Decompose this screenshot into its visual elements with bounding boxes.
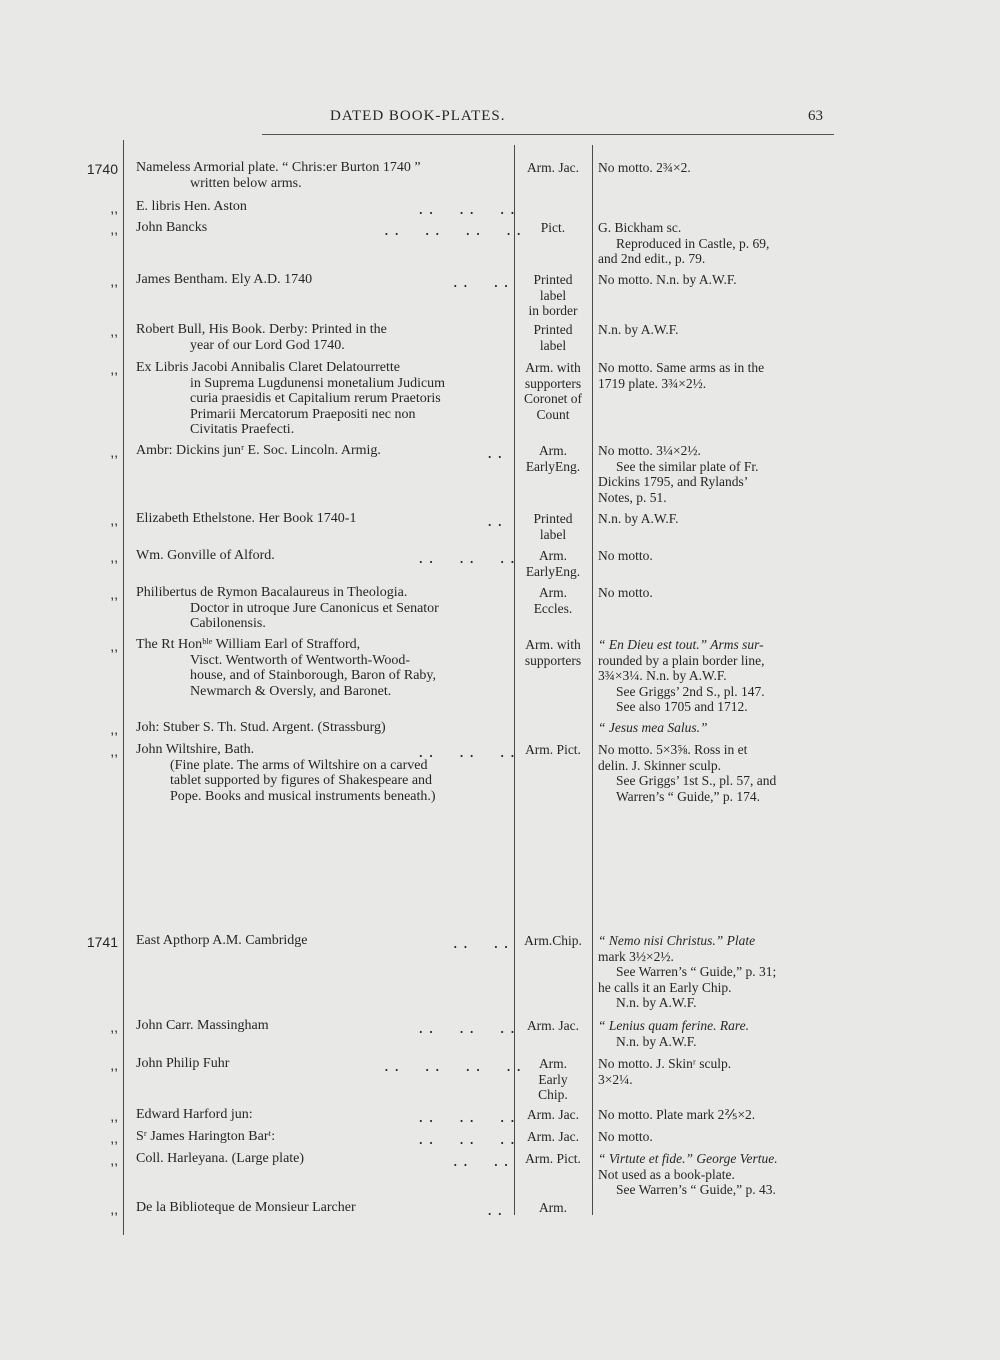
plate-style xyxy=(515,548,591,579)
entry-year: ,, xyxy=(110,1152,118,1168)
note-line: mark 3½×2½. xyxy=(598,948,674,964)
note-line: 3¾×3¼. N.n. by A.W.F. xyxy=(598,668,727,683)
entry-line: East Apthorp A.M. Cambridge xyxy=(136,933,308,948)
entry-line: The Rt Honᵇˡᵉ William Earl of Strafford, xyxy=(136,637,361,652)
entry-name xyxy=(136,220,508,236)
dot-leader: . . xyxy=(487,1200,503,1219)
plate-style-line: label xyxy=(539,337,567,353)
plate-style-line: Arm. Jac. xyxy=(526,1107,580,1122)
plate-style-line: Pict. xyxy=(540,220,566,235)
plate-style-line: label xyxy=(539,526,567,542)
entry-line: Wm. Gonville of Alford. xyxy=(136,548,275,563)
dot-leader: . . xyxy=(487,443,503,462)
note-line: No motto. xyxy=(598,548,653,563)
entry-notes xyxy=(598,360,838,391)
entry-year: ,, xyxy=(110,721,118,737)
plate-style-line: Early xyxy=(538,1071,568,1087)
entry-name xyxy=(136,1151,508,1167)
plate-style xyxy=(515,220,591,236)
entry-line: John Bancks xyxy=(136,220,208,235)
plate-style xyxy=(515,443,591,474)
plate-style-line: Coronet of xyxy=(523,391,583,406)
entry-line: written below arms. xyxy=(190,175,302,191)
plate-style-line: supporters xyxy=(524,652,582,668)
entry-year: ,, xyxy=(110,1130,118,1146)
entry-notes xyxy=(598,637,838,715)
note-line: See Warren’s “ Guide,” p. 43. xyxy=(616,1182,776,1197)
entry-line: Ambr: Dickins junʳ E. Soc. Lincoln. Armig. xyxy=(136,443,381,458)
entry-line: Elizabeth Ethelstone. Her Book 1740-1 xyxy=(136,511,357,526)
entry-year: ,, xyxy=(110,361,118,377)
entry-line: curia praesidis et Capitalium rerum Praetoris xyxy=(190,391,441,406)
entry-name xyxy=(136,1107,508,1123)
plate-style-line: Arm. Pict. xyxy=(525,742,581,757)
dot-leader: . . . . xyxy=(452,1151,509,1170)
note-line: No motto. Plate mark 2⅖×2. xyxy=(598,1107,756,1122)
entry-name xyxy=(136,360,508,438)
entry-name xyxy=(136,742,508,804)
dot-leader: . . . . . . . . xyxy=(383,1056,522,1075)
entry-year: 1740 xyxy=(86,161,118,177)
note-line: and 2nd edit., p. 79. xyxy=(598,251,706,266)
entry-line: Nameless Armorial plate. “ Chris:er Burton 1740 ” xyxy=(136,160,421,175)
entry-line: house, and of Stainborough, Baron of Raby, xyxy=(190,668,436,683)
note-line: “ Virtute et fide.” George Vertue. xyxy=(598,1151,778,1166)
entry-line: John Wiltshire, Bath. xyxy=(136,742,255,757)
note-line: See Griggs’ 2nd S., pl. 147. xyxy=(616,683,765,699)
dot-leader: . . . . . . xyxy=(418,1018,515,1037)
entry-line: Coll. Harleyana. (Large plate) xyxy=(136,1151,305,1166)
entry-line: Newmarch & Oversly, and Baronet. xyxy=(190,683,392,699)
note-line: See Griggs’ 1st S., pl. 57, and xyxy=(616,773,777,788)
entry-notes xyxy=(598,511,838,527)
entry-notes xyxy=(598,1151,838,1198)
plate-style-line: Chip. xyxy=(538,1087,568,1102)
entry-year: ,, xyxy=(110,221,118,237)
plate-style-line: Eccles. xyxy=(533,600,573,616)
entry-line: James Bentham. Ely A.D. 1740 xyxy=(136,272,313,287)
entry-line: Cabilonensis. xyxy=(190,616,266,631)
entry-name xyxy=(136,1200,508,1216)
column-rule-year xyxy=(123,140,124,1235)
note-line: No motto. J. Skinʳ sculp. xyxy=(598,1056,732,1071)
plate-style xyxy=(515,322,591,353)
plate-style-line: Arm. xyxy=(538,443,568,458)
plate-style xyxy=(515,1107,591,1123)
plate-style xyxy=(515,742,591,758)
entry-description-line: Pope. Books and musical instruments beneath.) xyxy=(170,788,436,804)
entry-name xyxy=(136,548,508,564)
entry-line: John Carr. Massingham xyxy=(136,1018,269,1033)
entry-year: ,, xyxy=(110,549,118,565)
plate-style-line: Arm. xyxy=(538,585,568,600)
plate-style xyxy=(515,1151,591,1167)
page-header xyxy=(0,108,1000,132)
header-rule xyxy=(262,134,834,135)
note-line: rounded by a plain border line, xyxy=(598,652,765,668)
note-line: No motto. 5×3⅝. Ross in et xyxy=(598,742,748,757)
entry-notes xyxy=(598,322,838,338)
entry-name xyxy=(136,1129,508,1145)
note-line: “ Nemo nisi Christus.” Plate xyxy=(598,933,756,948)
plate-style xyxy=(515,585,591,616)
plate-style xyxy=(515,1200,591,1216)
entry-notes xyxy=(598,585,838,601)
note-line: Reproduced in Castle, p. 69, xyxy=(616,235,770,251)
entry-year: ,, xyxy=(110,743,118,759)
entry-name xyxy=(136,1018,508,1034)
entry-notes xyxy=(598,1107,838,1123)
note-line: N.n. by A.W.F. xyxy=(616,995,697,1010)
note-line: N.n. by A.W.F. xyxy=(598,322,679,337)
dot-leader: . . . . xyxy=(452,272,509,291)
entry-year: ,, xyxy=(110,444,118,460)
entry-notes xyxy=(598,548,838,564)
dot-leader: . . . . xyxy=(452,933,509,952)
entry-notes xyxy=(598,220,838,267)
entry-name xyxy=(136,1056,508,1072)
entry-line: Ex Libris Jacobi Annibalis Claret Delatourrette xyxy=(136,360,400,375)
plate-style-line: Arm. xyxy=(538,1056,568,1071)
entry-notes xyxy=(598,272,838,288)
entry-name xyxy=(136,160,508,191)
entry-line: Doctor in utroque Jure Canonicus et Senator xyxy=(190,600,439,616)
entry-name xyxy=(136,933,508,949)
entry-notes xyxy=(598,1129,838,1145)
entry-notes xyxy=(598,933,838,1011)
plate-style xyxy=(515,360,591,422)
note-line: Dickins 1795, and Rylands’ xyxy=(598,474,749,489)
note-line: 3×2¼. xyxy=(598,1071,633,1087)
note-line: “ Jesus mea Salus.” xyxy=(598,720,708,735)
plate-style-line: Arm. with xyxy=(525,637,581,652)
note-line: G. Bickham sc. xyxy=(598,220,682,235)
plate-style-line: label xyxy=(539,287,567,303)
dot-leader: . . xyxy=(487,511,503,530)
note-line: N.n. by A.W.F. xyxy=(598,511,679,526)
entry-notes xyxy=(598,1056,838,1087)
note-line: 1719 plate. 3¾×2½. xyxy=(598,375,707,391)
plate-style xyxy=(515,933,591,949)
entry-year: ,, xyxy=(110,1057,118,1073)
entry-line: E. libris Hen. Aston xyxy=(136,199,247,214)
entry-description-line: tablet supported by figures of Shakespeare and xyxy=(170,773,433,788)
plate-style-line: Arm. Jac. xyxy=(526,1018,580,1033)
dot-leader: . . . . . . xyxy=(418,1107,515,1126)
entry-year: ,, xyxy=(110,638,118,654)
entry-notes xyxy=(598,742,838,804)
plate-style-line: Printed xyxy=(533,511,573,526)
plate-style-line: Printed xyxy=(533,322,573,337)
dot-leader: . . . . . . . . xyxy=(383,220,522,239)
entry-line: Sʳ James Harington Barᵗ: xyxy=(136,1129,276,1144)
plate-style-line: Arm. xyxy=(538,1200,568,1215)
plate-style-line: Arm. xyxy=(538,548,568,563)
plate-style-line: EarlyEng. xyxy=(525,563,581,579)
entry-line: De la Biblioteque de Monsieur Larcher xyxy=(136,1200,356,1215)
note-line: No motto. 3¼×2½. xyxy=(598,443,701,458)
entry-notes xyxy=(598,160,838,176)
plate-style xyxy=(515,272,591,319)
entry-year: ,, xyxy=(110,1019,118,1035)
entry-name xyxy=(136,199,508,215)
entry-year: ,, xyxy=(110,586,118,602)
note-line: No motto. xyxy=(598,1129,653,1144)
plate-style-line: Printed xyxy=(533,272,573,287)
dot-leader: . . . . . . xyxy=(418,199,515,218)
entry-name xyxy=(136,511,508,527)
entry-line: Robert Bull, His Book. Derby: Printed in the xyxy=(136,322,387,337)
entry-line: Primarii Mercatorum Praepositi nec non xyxy=(190,406,416,422)
entry-name xyxy=(136,585,508,632)
entry-line: in Suprema Lugdunensi monetalium Judicum xyxy=(190,375,446,391)
note-line: See Warren’s “ Guide,” p. 31; xyxy=(616,964,777,979)
plate-style-line: Arm. Jac. xyxy=(526,160,580,175)
entry-description-line: (Fine plate. The arms of Wiltshire on a carved xyxy=(170,757,428,773)
entry-year: ,, xyxy=(110,512,118,528)
plate-style-line: supporters xyxy=(524,375,582,391)
entry-line: Joh: Stuber S. Th. Stud. Argent. (Strassburg) xyxy=(136,720,386,735)
entry-line: Civitatis Praefecti. xyxy=(190,422,295,437)
plate-style-line: Count xyxy=(536,406,570,422)
note-line: Not used as a book-plate. xyxy=(598,1166,735,1182)
plate-style xyxy=(515,1056,591,1103)
entry-year: ,, xyxy=(110,1201,118,1217)
plate-style-line: Arm. Pict. xyxy=(525,1151,581,1166)
entry-year: ,, xyxy=(110,273,118,289)
note-line: See the similar plate of Fr. xyxy=(616,458,759,474)
entry-name xyxy=(136,637,508,699)
note-line: “ En Dieu est tout.” Arms sur- xyxy=(598,637,764,652)
plate-style-line: Arm. Jac. xyxy=(526,1129,580,1144)
note-line: Warren’s “ Guide,” p. 174. xyxy=(616,788,760,804)
entry-year: 1741 xyxy=(86,934,118,950)
entry-name xyxy=(136,272,508,288)
entry-year: ,, xyxy=(110,1108,118,1124)
running-head: DATED BOOK-PLATES. xyxy=(330,108,506,124)
note-line: No motto. N.n. by A.W.F. xyxy=(598,272,737,287)
plate-style xyxy=(515,511,591,542)
dot-leader: . . . . . . xyxy=(418,1129,515,1148)
entry-line: Edward Harford jun: xyxy=(136,1107,253,1122)
entry-name xyxy=(136,322,508,353)
entry-line: Philibertus de Rymon Bacalaureus in Theologia. xyxy=(136,585,408,600)
note-line: No motto. 2¾×2. xyxy=(598,160,691,175)
note-line: No motto. xyxy=(598,585,653,600)
plate-style-line: in border xyxy=(528,303,578,318)
entry-line: year of our Lord God 1740. xyxy=(190,337,345,353)
note-line: delin. J. Skinner sculp. xyxy=(598,757,721,773)
plate-style xyxy=(515,1018,591,1034)
entry-line: Visct. Wentworth of Wentworth-Wood- xyxy=(190,652,411,668)
note-line: he calls it an Early Chip. xyxy=(598,979,732,995)
plate-style xyxy=(515,160,591,176)
entry-year: ,, xyxy=(110,200,118,216)
entry-name xyxy=(136,443,508,459)
entry-notes xyxy=(598,720,838,736)
entry-notes xyxy=(598,1018,838,1049)
note-line: No motto. Same arms as in the xyxy=(598,360,765,375)
note-line: N.n. by A.W.F. xyxy=(616,1033,697,1049)
plate-style-line: Arm. with xyxy=(525,360,581,375)
dot-leader: . . . . . . xyxy=(418,742,515,761)
plate-style-line: Arm.Chip. xyxy=(524,933,582,948)
plate-style-line: EarlyEng. xyxy=(525,458,581,474)
dot-leader: . . . . . . xyxy=(418,548,515,567)
entry-line: John Philip Fuhr xyxy=(136,1056,230,1071)
plate-style xyxy=(515,1129,591,1145)
note-line: Notes, p. 51. xyxy=(598,489,667,505)
note-line: See also 1705 and 1712. xyxy=(616,699,748,714)
page-number: 63 xyxy=(808,108,823,124)
entry-notes xyxy=(598,443,838,505)
note-line: “ Lenius quam ferine. Rare. xyxy=(598,1018,749,1033)
entry-name xyxy=(136,720,508,736)
column-rule-type xyxy=(592,145,593,1215)
plate-style xyxy=(515,637,591,668)
entry-year: ,, xyxy=(110,323,118,339)
